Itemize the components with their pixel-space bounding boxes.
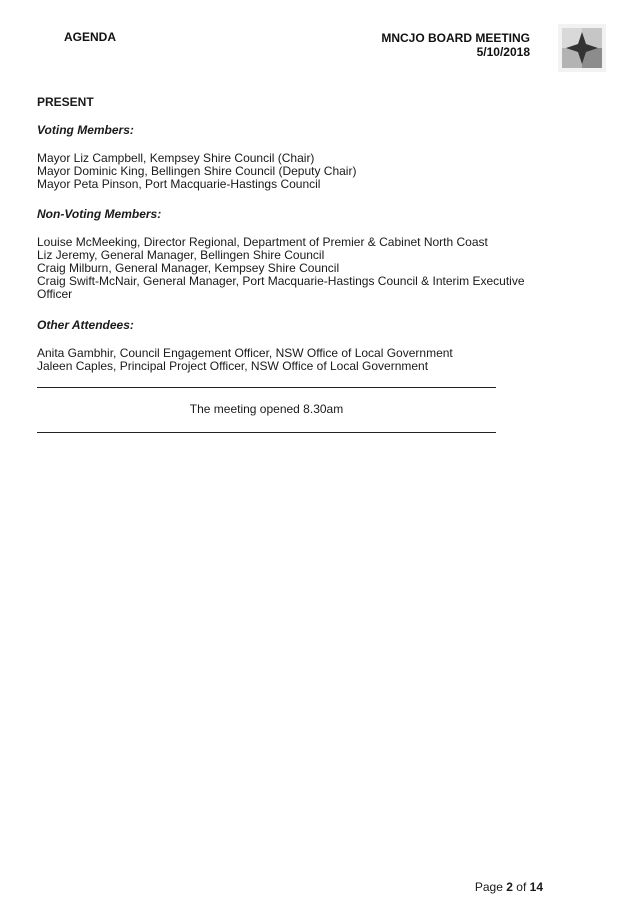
list-item: Jaleen Caples, Principal Project Officer, NSW Office of Local Government [37,359,429,373]
page-of: of [516,880,527,894]
list-item: Louise McMeeking, Director Regional, Department of Premier & Cabinet North Coast [37,235,488,249]
header-meeting-block [381,31,530,59]
list-item: Craig Swift-McNair, General Manager, Port Macquarie-Hastings Council & Interim Executive [37,274,525,288]
mncjo-logo-icon [558,24,606,72]
list-item: Mayor Dominic King, Bellingen Shire Council (Deputy Chair) [37,164,357,178]
list-item: Anita Gambhir, Council Engagement Officer, NSW Office of Local Government [37,346,453,360]
other-attendees-heading: Other Attendees: [37,318,134,332]
header-agenda-label: AGENDA [64,30,117,44]
header-meeting-date: 5/10/2018 [476,45,530,59]
voting-members-heading: Voting Members: [37,123,134,137]
other-attendees-list [37,347,453,373]
page-number [475,881,543,894]
non-voting-members-heading: Non-Voting Members: [37,207,162,221]
page-total: 14 [529,880,543,894]
list-item: Liz Jeremy, General Manager, Bellingen Shire Council [37,248,325,262]
divider-bottom [37,432,496,433]
divider-top [37,387,496,388]
non-voting-members-list [37,236,525,301]
list-item: Craig Milburn, General Manager, Kempsey Shire Council [37,261,340,275]
header-meeting-title: MNCJO BOARD MEETING [381,31,530,45]
list-item: Officer [37,287,73,301]
page-label: Page [474,880,503,894]
list-item: Mayor Liz Campbell, Kempsey Shire Council (Chair) [37,151,315,165]
meeting-opened-text: The meeting opened 8.30am [189,402,344,416]
voting-members-list [37,152,356,191]
list-item: Mayor Peta Pinson, Port Macquarie-Hastings Council [37,177,321,191]
page-current: 2 [506,880,513,894]
present-heading: PRESENT [37,95,94,109]
